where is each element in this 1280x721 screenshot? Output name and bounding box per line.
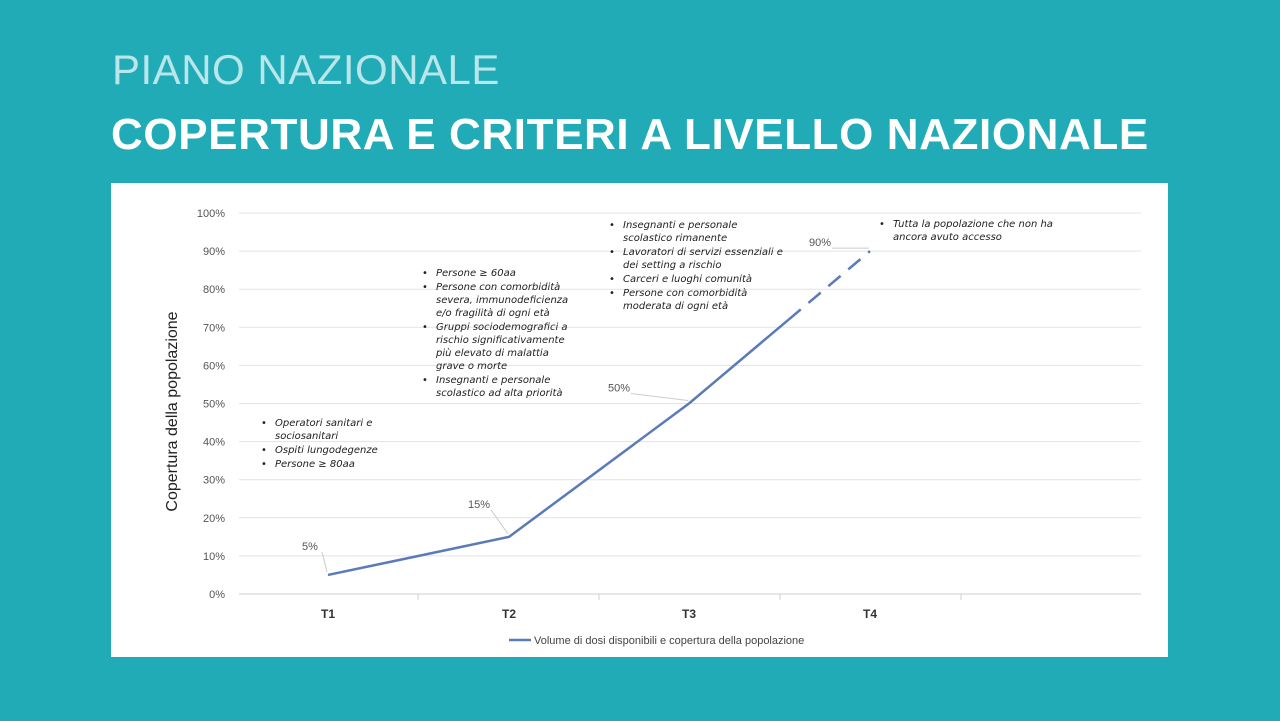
annotation-item: • Insegnanti e personale scolastico rimanente <box>609 219 789 245</box>
y-tick-label: 50% <box>202 398 225 411</box>
y-tick-label: 60% <box>202 360 225 373</box>
annotation-item: • Carceri e luoghi comunità <box>609 273 789 286</box>
y-tick-label: 40% <box>202 436 225 449</box>
y-tick-label: 100% <box>196 208 225 220</box>
annotation-item: • Persone con comorbidità severa, immunodeficienza e/o fragilità di ogni età <box>422 281 580 320</box>
data-label: 5% <box>302 540 318 553</box>
slide-kicker: PIANO NAZIONALE <box>112 46 500 93</box>
y-tick-label: 10% <box>202 550 225 563</box>
y-tick-label: 30% <box>202 474 225 487</box>
annotation-t4 <box>879 218 1064 245</box>
data-label: 15% <box>467 498 491 511</box>
x-tick-label: T4 <box>862 607 878 621</box>
annotation-t2 <box>422 267 580 401</box>
data-label-leader <box>491 510 508 534</box>
y-tick-label: 0% <box>209 589 225 601</box>
data-label: 50% <box>607 382 631 395</box>
annotation-t3 <box>609 219 789 314</box>
annotation-item: • Persone ≥ 60aa <box>422 267 580 280</box>
y-tick-label: 80% <box>202 284 225 297</box>
slide-title: COPERTURA E CRITERI A LIVELLO NAZIONALE <box>111 110 1149 159</box>
annotation-item: • Persone ≥ 80aa <box>261 458 386 471</box>
annotation-item: • Gruppi sociodemografici a rischio significativamente più elevato di malattia grave o morte <box>422 321 580 373</box>
data-label-leader <box>322 552 327 572</box>
annotation-item: • Lavoratori di servizi essenziali e dei setting a rischio <box>609 246 789 272</box>
x-tick-label: T2 <box>501 607 517 621</box>
annotation-item: • Insegnanti e personale scolastico ad alta priorità <box>422 374 580 400</box>
chart-panel <box>111 183 1168 657</box>
y-axis-title: Copertura della popolazione <box>164 311 181 512</box>
y-tick-label: 90% <box>202 246 225 259</box>
x-tick-label: T3 <box>681 607 697 621</box>
series-line-dashed-segment <box>789 251 870 320</box>
data-label-leader <box>631 394 688 401</box>
annotation-item: • Ospiti lungodegenze <box>261 444 386 457</box>
legend-label: Volume di dosi disponibili e copertura della popolazione <box>534 635 805 647</box>
y-tick-label: 20% <box>202 512 225 525</box>
x-tick-label: T1 <box>320 607 336 621</box>
annotation-item: • Tutta la popolazione che non ha ancora avuto accesso <box>879 218 1064 244</box>
data-label: 90% <box>808 237 832 250</box>
series-line-segment <box>689 320 789 404</box>
y-tick-label: 70% <box>202 322 225 335</box>
annotation-item: • Operatori sanitari e sociosanitari <box>261 417 386 443</box>
annotation-t1 <box>261 417 386 472</box>
annotation-item: • Persone con comorbidità moderata di ogni età <box>609 287 789 313</box>
